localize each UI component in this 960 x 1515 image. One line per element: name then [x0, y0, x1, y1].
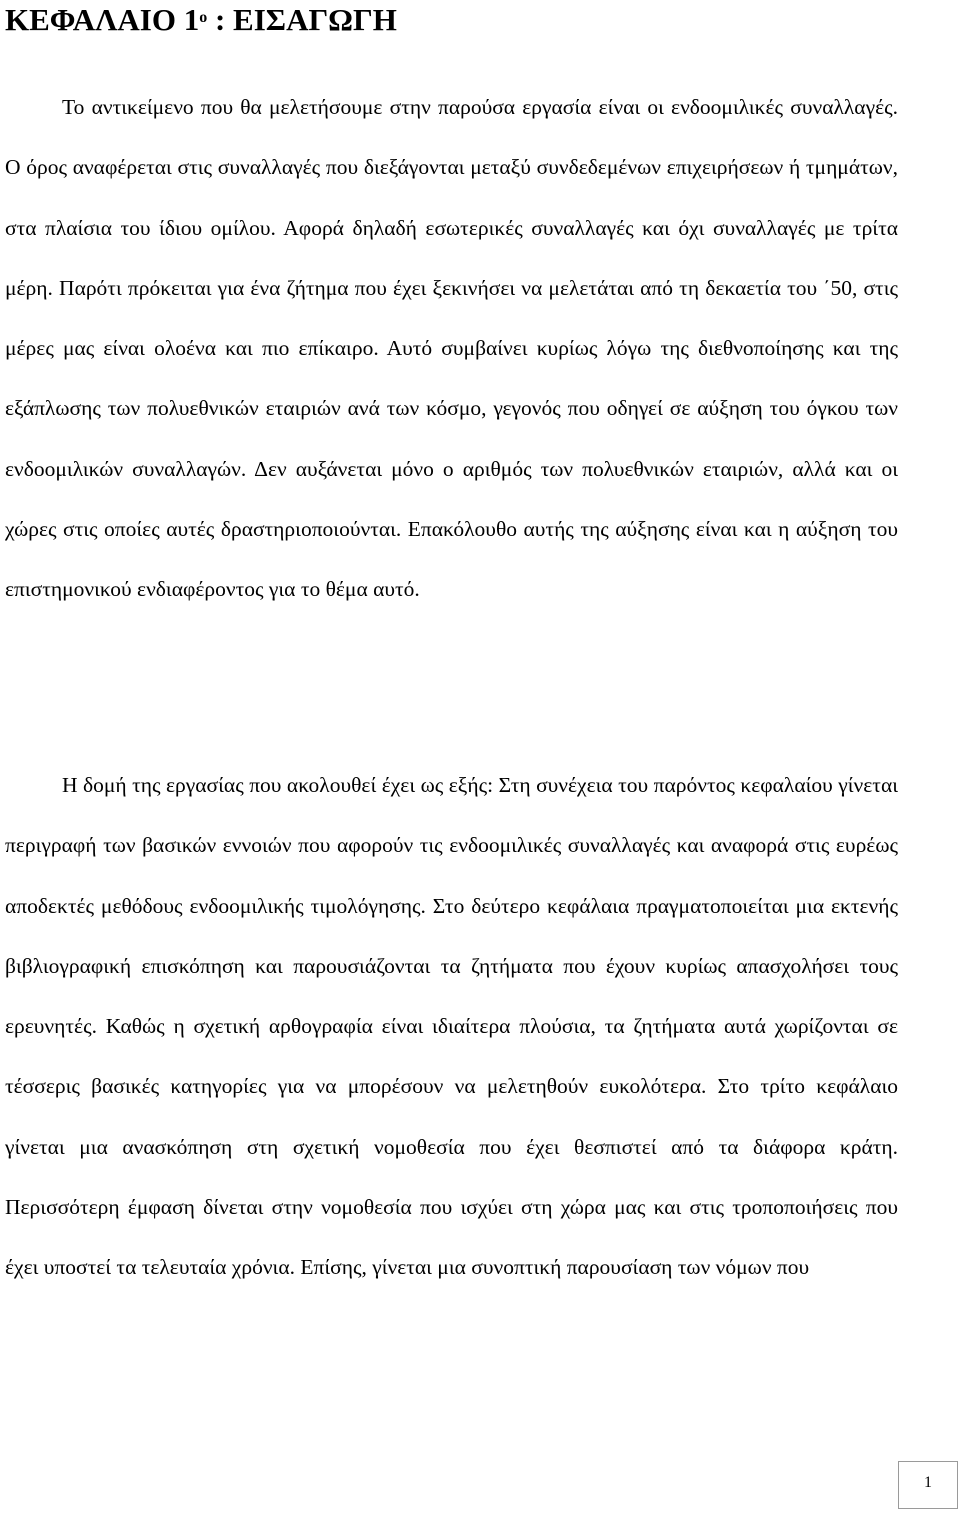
chapter-title-prefix: ΚΕΦΑΛΑΙΟ 1: [5, 2, 200, 37]
body-paragraph-intro: Το αντικείμενο που θα μελετήσουμε στην παρούσα εργασία είναι οι ενδοομιλικές συναλλαγές. Ο όρος αναφέρεται στις συναλλαγές που διεξάγονται μεταξύ συνδεδεμένων επιχειρήσεων ή τμημάτων, στα πλαίσια του ίδιου ομίλου. Αφορά δηλαδή εσωτερικές συναλλαγές και όχι συναλλαγές με τρίτα μέρη. Παρότι πρόκειται για ένα ζήτημα που έχει ξεκινήσει να μελετάται από τη δεκαετία του ΄50, στις μέρες μας είναι ολοένα και πιο επίκαιρο. Αυτό συμβαίνει κυρίως λόγω της διεθνοποίησης και της εξάπλωσης των πολυεθνικών εταιριών ανά των κόσμο, γεγονός που οδηγεί σε αύξηση του όγκου των ενδοομιλικών συναλλαγών. Δεν αυξάνεται μόνο ο αριθμός των πολυεθνικών εταιριών, αλλά και οι χώρες στις οποίες αυτές δραστηριοποιούνται. Επακόλουθο αυτής της αύξησης είναι και η αύξηση του επιστημονικού ενδιαφέροντος για το θέμα αυτό.: [5, 95, 898, 602]
chapter-title-superscript: ο: [199, 9, 208, 26]
page-number-box: [898, 1461, 958, 1509]
body-paragraph-structure: Η δομή της εργασίας που ακολουθεί έχει ως εξής: Στη συνέχεια του παρόντος κεφαλαίου γίνεται περιγραφή των βασικών εννοιών που αφορούν τις ενδοομιλικές συναλλαγές και αναφορά στις ευρέως αποδεκτές μεθόδους ενδοομιλικής τιμολόγησης. Στο δεύτερο κεφάλαια πραγματοποιείται μια εκτενής βιβλιογραφική επισκόπηση και παρουσιάζονται τα ζητήματα που έχουν κυρίως απασχολήσει τους ερευνητές. Καθώς η σχετική αρθογραφία είναι ιδιαίτερα πλούσια, τα ζητήματα αυτά χωρίζονται σε τέσσερις βασικές κατηγορίες για να μπορέσουν να μελετηθούν ευκολότερα. Στο τρίτο κεφάλαιο γίνεται μια ανασκόπηση στη σχετική νομοθεσία που έχει θεσπιστεί από τα διάφορα κράτη. Περισσότερη έμφαση δίνεται στην νομοθεσία που ισχύει στη χώρα μας και στις τροποποιήσεις που έχει υποστεί τα τελευταία χρόνια. Επίσης, γίνεται μια συνοπτική παρουσίαση των νόμων που: [5, 773, 898, 1280]
page-number: 1: [924, 1474, 932, 1491]
chapter-title: [5, 0, 397, 40]
chapter-title-suffix: : ΕΙΣΑΓΩΓΗ: [207, 2, 397, 37]
